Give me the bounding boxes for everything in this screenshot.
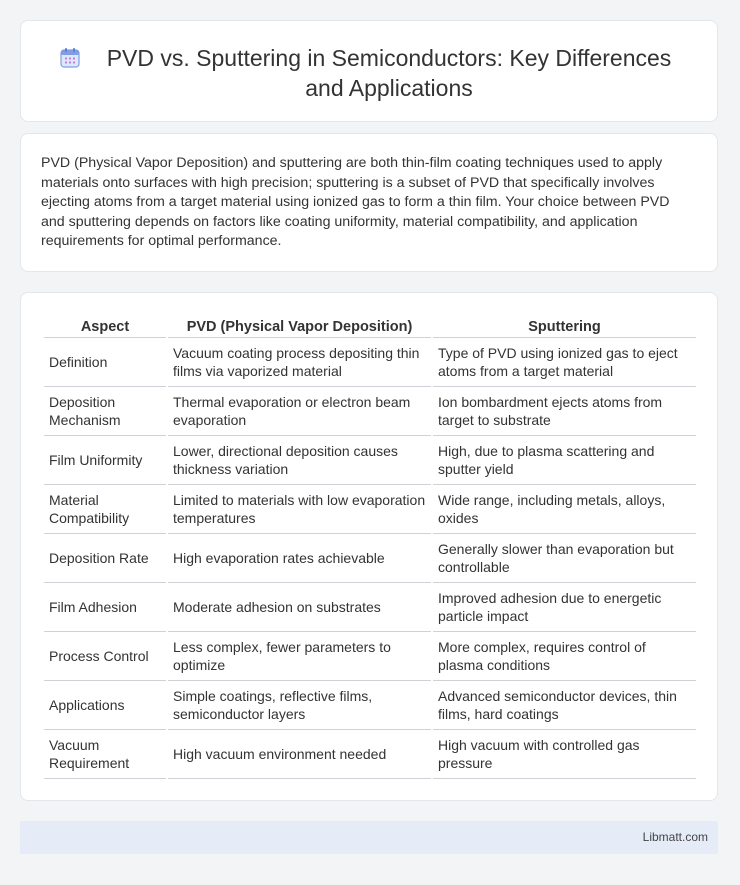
cell-sputtering: More complex, requires control of plasma conditions xyxy=(433,632,696,681)
cell-pvd: Vacuum coating process depositing thin films via vaporized material xyxy=(168,338,431,387)
table-row xyxy=(44,583,696,632)
cell-aspect: Applications xyxy=(44,681,166,730)
page-title: PVD vs. Sputtering in Semiconductors: Key Differences and Applications xyxy=(106,45,672,101)
table-row xyxy=(44,730,696,779)
cell-aspect: Deposition Mechanism xyxy=(44,387,166,436)
cell-aspect: Vacuum Requirement xyxy=(44,730,166,779)
comparison-table-card xyxy=(20,292,718,801)
table-row xyxy=(44,436,696,485)
intro-card xyxy=(20,133,718,272)
table-row xyxy=(44,534,696,583)
table-row xyxy=(44,338,696,387)
cell-sputtering: Advanced semiconductor devices, thin films, hard coatings xyxy=(433,681,696,730)
cell-pvd: Lower, directional deposition causes thickness variation xyxy=(168,436,431,485)
cell-sputtering: Improved adhesion due to energetic particle impact xyxy=(433,583,696,632)
table-row xyxy=(44,632,696,681)
cell-aspect: Film Uniformity xyxy=(44,436,166,485)
cell-pvd: High evaporation rates achievable xyxy=(168,534,431,583)
cell-sputtering: Ion bombardment ejects atoms from target to substrate xyxy=(433,387,696,436)
table-row xyxy=(44,681,696,730)
cell-pvd: High vacuum environment needed xyxy=(168,730,431,779)
cell-pvd: Limited to materials with low evaporation temperatures xyxy=(168,485,431,534)
table-header-row xyxy=(44,317,696,338)
cell-aspect: Material Compatibility xyxy=(44,485,166,534)
cell-aspect: Definition xyxy=(44,338,166,387)
header-aspect: Aspect xyxy=(44,317,166,338)
cell-pvd: Moderate adhesion on substrates xyxy=(168,583,431,632)
comparison-table xyxy=(42,317,698,779)
cell-pvd: Simple coatings, reflective films, semiconductor layers xyxy=(168,681,431,730)
cell-aspect: Deposition Rate xyxy=(44,534,166,583)
title-card xyxy=(20,20,718,122)
footer-site-link[interactable]: Libmatt.com xyxy=(642,830,708,844)
cell-sputtering: High, due to plasma scattering and sputter yield xyxy=(433,436,696,485)
footer xyxy=(20,821,718,854)
cell-pvd: Thermal evaporation or electron beam evaporation xyxy=(168,387,431,436)
cell-sputtering: Generally slower than evaporation but controllable xyxy=(433,534,696,583)
cell-aspect: Process Control xyxy=(44,632,166,681)
header-sputtering: Sputtering xyxy=(433,317,696,338)
table-row xyxy=(44,485,696,534)
header-pvd: PVD (Physical Vapor Deposition) xyxy=(168,317,431,338)
intro-paragraph: PVD (Physical Vapor Deposition) and sputtering are both thin-film coating techniques used to apply materials onto surfaces with high precision; sputtering is a subset of PVD that specifically involves ejecting atoms from a target material using ionized gas to form a thin film. Your choice between PVD and sputtering depends on factors like coating uniformity, material compatibility, and application requirements for optimal performance. xyxy=(41,155,670,250)
cell-sputtering: Wide range, including metals, alloys, oxides xyxy=(433,485,696,534)
cell-pvd: Less complex, fewer parameters to optimize xyxy=(168,632,431,681)
cell-sputtering: High vacuum with controlled gas pressure xyxy=(433,730,696,779)
table-row xyxy=(44,387,696,436)
cell-sputtering: Type of PVD using ionized gas to eject atoms from a target material xyxy=(433,338,696,387)
table-body xyxy=(44,338,696,779)
cell-aspect: Film Adhesion xyxy=(44,583,166,632)
